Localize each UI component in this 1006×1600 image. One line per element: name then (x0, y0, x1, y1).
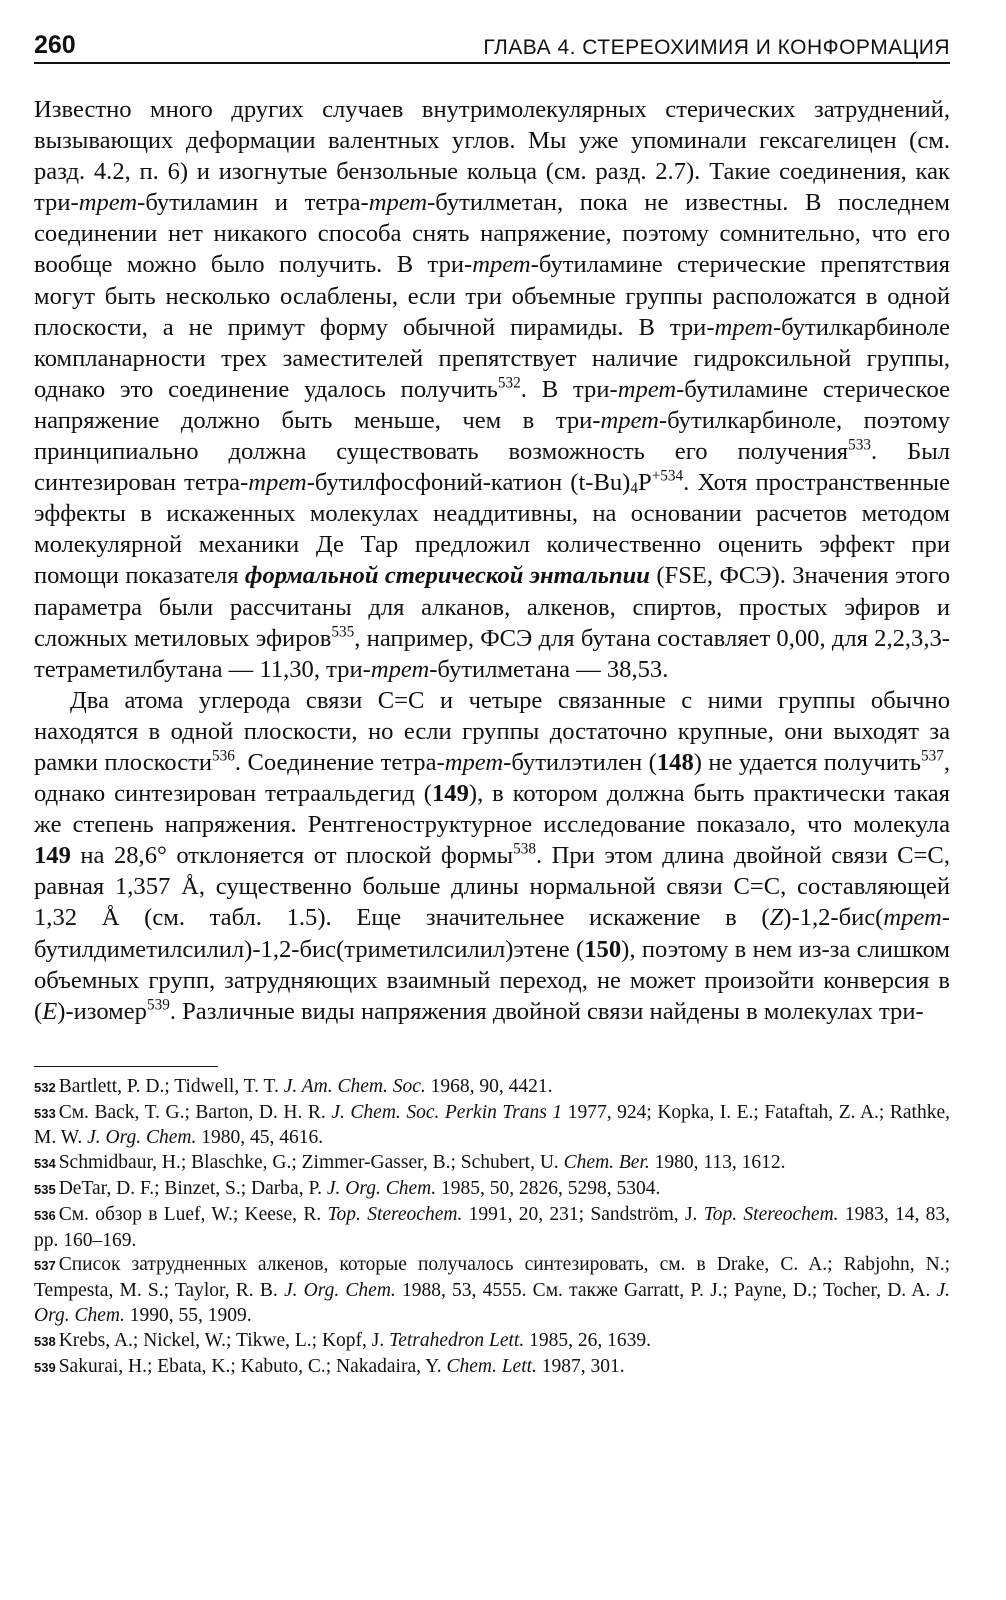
footnote-532 (34, 1075, 950, 1101)
footnote-536 (34, 1203, 950, 1254)
footnote-533 (34, 1101, 950, 1152)
page-number: 260 (34, 31, 76, 59)
running-title: ГЛАВА 4. СТЕРЕОХИМИЯ И КОНФОРМАЦИЯ (483, 36, 950, 59)
paragraph-1: Известно много других случаев внутримолекулярных стерических затруднений, вызывающих деформации валентных углов. Мы уже упоминали гексагелицен (см. разд. 4.2, п. 6) и изогнутые бензольные кольца (см. разд. 2.7). Такие соединения, как три-трет-бутиламин и тетра-трет-бутилметан, пока не известны. В последнем соединении нет никакого способа снять напряжение, поэтому сомнительно, что его вообще можно было получить. В три-трет-бутиламине стерические препятствия могут быть несколько ослаблены, если три объемные группы расположатся в одной плоскости, а не примут форму обычной пирамиды. В три-трет-бутилкарбиноле компланарности трех заместителей препятствует наличие гидроксильной группы, однако это соединение удалось получить$^{532}$. В три-трет-бутиламине стерическое напряжение должно быть меньше, чем в три-трет-бутилкарбиноле, поэтому принципиально должна существовать возможность его получения$^{533}$. Был синтезирован тетра-трет-бутилфосфоний-катион $(t-Bu)_4P^{+534}$. Хотя пространственные эффекты в искаженных молекулах неаддитивны, на основании расчетов методом молекулярной механики Де Тар предложил количественно оценить эффект при помощи показателя формальной стерической энтальпии (FSE, ФСЭ). Значения этого параметра были рассчитаны для алканов, алкенов, спиртов, простых эфиров и сложных метиловых эфиров$^{535}$, например, ФСЭ для бутана составляет 0,00, для 2,2,3,3-тетраметилбутана — 11,30, три-трет-бутилметана — 38,53. (34, 96, 951, 683)
footnote-number: 536 (34, 1207, 56, 1223)
footnotes (34, 1075, 950, 1381)
footnote-number: 533 (34, 1105, 56, 1121)
footnote-text: См. обзор в Luef, W.; Keese, R. Top. Stereochem. 1991, 20, 231; Sandström, J. Top. Stereochem. 1983, 14, 83, pp. 160–169. (34, 1203, 950, 1251)
paragraph-2: Два атома углерода связи C=C и четыре связанные с ними группы обычно находятся в одной плоскости, но если группы достаточно крупные, они выходят за рамки плоскости$^{536}$. Соединение тетра-трет-бутилэтилен (148) не удается получить$^{537}$, однако синтезирован тетраальдегид (149), в котором должна быть практически такая же степень напряжения. Рентгеноструктурное исследование показало, что молекула 149 на 28,6° отклоняется от плоской формы$^{538}$. При этом длина двойной связи C=C, равная 1,357 Å, существенно больше длины нормальной связи C=C, составляющей 1,32 Å (см. табл. 1.5). Еще значительнее искажение в (Z)-1,2-бис(трет-бутилдиметилсилил)-1,2-бис(триметилсилил)этене (150), поэтому в нем из-за слишком объемных групп, затрудняющих взаимный переход, не может произойти конверсия в (E)-изомер$^{539}$. Различные виды напряжения двойной связи найдены в молекулах три- (34, 686, 950, 1025)
footnote-number: 539 (34, 1359, 56, 1375)
footnote-538 (34, 1329, 950, 1355)
footnote-number: 532 (34, 1079, 56, 1095)
book-page (34, 22, 950, 1380)
footnote-text: Schmidbaur, H.; Blaschke, G.; Zimmer-Gasser, B.; Schubert, U. Chem. Ber. 1980, 113, 1612. (58, 1152, 786, 1174)
footnote-number: 538 (34, 1333, 56, 1349)
footnote-534 (34, 1151, 950, 1177)
main-text (34, 94, 950, 1027)
footnote-537 (34, 1253, 950, 1328)
footnote-text: Krebs, A.; Nickel, W.; Tikwe, L.; Kopf, J. Tetrahedron Lett. 1985, 26, 1639. (58, 1329, 651, 1351)
page-header (34, 22, 950, 64)
footnote-535 (34, 1177, 950, 1203)
footnote-text: См. Back, T. G.; Barton, D. H. R. J. Chem. Soc. Perkin Trans 1 1977, 924; Kopka, I. E.; Fataftah, Z. A.; Rathke, M. W. J. Org. Chem. 1980, 45, 4616. (34, 1101, 950, 1149)
footnote-text: Sakurai, H.; Ebata, K.; Kabuto, C.; Nakadaira, Y. Chem. Lett. 1987, 301. (58, 1355, 625, 1377)
footnote-text: Список затрудненных алкенов, которые получалось синтезировать, см. в Drake, C. A.; Rabjohn, N.; Tempesta, M. S.; Taylor, R. B. J. Org. Chem. 1988, 53, 4555. См. также Garratt, P. J.; Payne, D.; Tocher, D. A. J. Org. Chem. 1990, 55, 1909. (34, 1254, 950, 1326)
footnote-number: 537 (34, 1258, 56, 1274)
footnote-number: 534 (34, 1156, 56, 1172)
footnote-539 (34, 1355, 950, 1381)
footnote-number: 535 (34, 1182, 56, 1197)
footnote-text: Bartlett, P. D.; Tidwell, T. T. J. Am. Chem. Soc. 1968, 90, 4421. (58, 1075, 553, 1097)
footnote-text: DeTar, D. F.; Binzet, S.; Darba, P. J. Org. Chem. 1985, 50, 2826, 5298, 5304. (58, 1178, 661, 1199)
footnote-rule (34, 1066, 218, 1067)
